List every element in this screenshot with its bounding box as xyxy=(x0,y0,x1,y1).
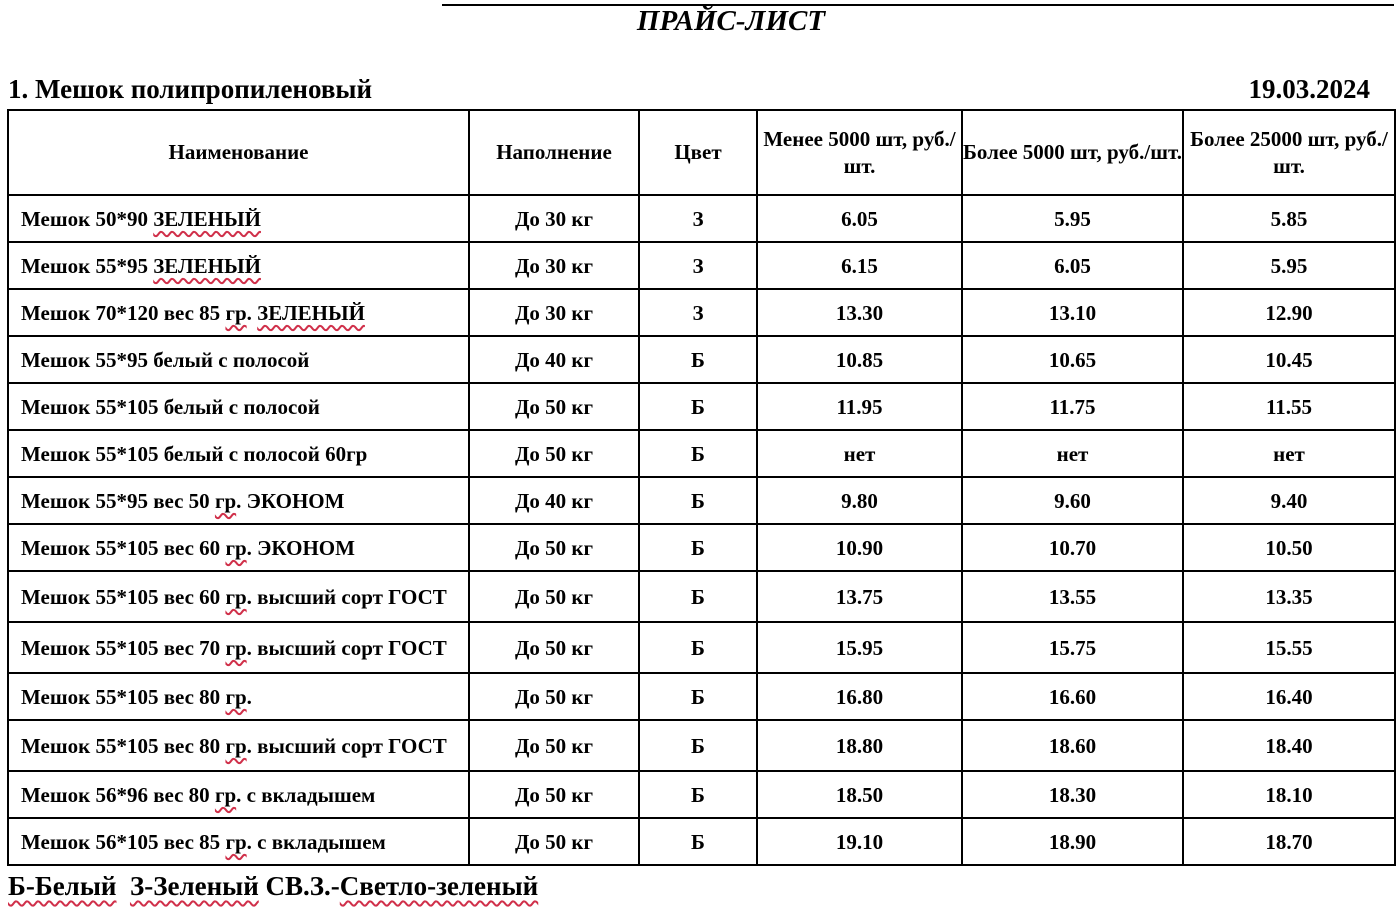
product-name-main: Мешок 56*105 вес 85 xyxy=(21,829,226,854)
product-name xyxy=(8,336,469,383)
price-under-5000: 6.15 xyxy=(757,242,962,289)
header-name: Наименование xyxy=(8,110,469,195)
price-over-5000: 9.60 xyxy=(962,477,1183,524)
product-name xyxy=(8,818,469,865)
fill-capacity: До 50 кг xyxy=(469,622,639,673)
product-name-unit: гр xyxy=(225,535,247,560)
price-over-5000: нет xyxy=(962,430,1183,477)
bag-color: З xyxy=(639,195,757,242)
price-over-25000: 18.40 xyxy=(1183,720,1395,771)
legend-light-green: Светло-зеленый xyxy=(339,871,539,901)
section-heading: 1. Мешок полипропиленовый xyxy=(8,74,373,104)
price-over-5000: 11.75 xyxy=(962,383,1183,430)
header-color: Цвет xyxy=(639,110,757,195)
price-over-25000: нет xyxy=(1183,430,1395,477)
table-row xyxy=(8,242,1395,289)
product-name-main: Мешок 55*105 вес 60 xyxy=(21,535,226,560)
price-over-5000: 18.90 xyxy=(962,818,1183,865)
table-row xyxy=(8,524,1395,571)
product-name xyxy=(8,195,469,242)
product-name-rest: . высший сорт ГОСТ xyxy=(246,635,447,660)
page-title: ПРАЙС-ЛИСТ xyxy=(636,5,826,37)
product-name xyxy=(8,242,469,289)
price-under-5000: 13.30 xyxy=(757,289,962,336)
price-over-5000: 16.60 xyxy=(962,673,1183,720)
product-name-unit: гр xyxy=(225,300,247,325)
product-name-main: Мешок 55*95 вес 50 xyxy=(21,488,215,513)
table-header-row xyxy=(8,110,1395,195)
product-name xyxy=(8,571,469,622)
product-name-rest: . высший сорт ГОСТ xyxy=(246,584,447,609)
price-under-5000: 11.95 xyxy=(757,383,962,430)
product-name xyxy=(8,383,469,430)
product-name xyxy=(8,430,469,477)
product-name-unit: гр xyxy=(225,829,247,854)
bag-color: З xyxy=(639,242,757,289)
product-name-main: Мешок 55*105 вес 80 xyxy=(21,684,226,709)
bag-color: Б xyxy=(639,818,757,865)
price-under-5000: 13.75 xyxy=(757,571,962,622)
product-name-unit: гр xyxy=(225,584,247,609)
price-table xyxy=(7,109,1396,866)
table-row xyxy=(8,195,1395,242)
price-under-5000: 19.10 xyxy=(757,818,962,865)
product-name-color: ЗЕЛЕНЫЙ xyxy=(153,253,261,278)
fill-capacity: До 30 кг xyxy=(469,289,639,336)
bag-color: Б xyxy=(639,477,757,524)
header-price-under-5000: Менее 5000 шт, руб./шт. xyxy=(757,110,962,195)
price-over-5000: 18.30 xyxy=(962,771,1183,818)
fill-capacity: До 50 кг xyxy=(469,524,639,571)
product-name-unit: гр xyxy=(214,488,237,513)
table-row xyxy=(8,289,1395,336)
price-over-25000: 5.85 xyxy=(1183,195,1395,242)
product-name-main: Мешок 55*105 белый с полосой 60гр xyxy=(21,441,368,466)
price-over-5000: 15.75 xyxy=(962,622,1183,673)
price-under-5000: нет xyxy=(757,430,962,477)
product-name-main: Мешок 55*95 xyxy=(21,253,154,278)
product-name xyxy=(8,622,469,673)
table-row xyxy=(8,771,1395,818)
price-under-5000: 10.90 xyxy=(757,524,962,571)
product-name-main: Мешок 55*105 вес 80 xyxy=(21,733,226,758)
price-over-25000: 18.70 xyxy=(1183,818,1395,865)
fill-capacity: До 50 кг xyxy=(469,673,639,720)
price-date: 19.03.2024 xyxy=(1248,74,1370,104)
product-name-color: ЗЕЛЕНЫЙ xyxy=(153,206,261,231)
legend-white: Б-Белый xyxy=(8,871,117,901)
table-row xyxy=(8,571,1395,622)
product-name-color: ЗЕЛЕНЫЙ xyxy=(257,300,365,325)
price-over-5000: 5.95 xyxy=(962,195,1183,242)
product-name-main: Мешок 50*90 xyxy=(21,206,154,231)
product-name-rest: . высший сорт ГОСТ xyxy=(246,733,447,758)
header-fill: Наполнение xyxy=(469,110,639,195)
product-name-unit: гр xyxy=(225,684,247,709)
table-row xyxy=(8,430,1395,477)
legend-light-green-code: СВ.З.- xyxy=(258,871,340,901)
price-under-5000: 15.95 xyxy=(757,622,962,673)
fill-capacity: До 40 кг xyxy=(469,477,639,524)
price-over-5000: 18.60 xyxy=(962,720,1183,771)
price-over-25000: 16.40 xyxy=(1183,673,1395,720)
bag-color: Б xyxy=(639,720,757,771)
price-over-5000: 13.10 xyxy=(962,289,1183,336)
bag-color: З xyxy=(639,289,757,336)
price-under-5000: 16.80 xyxy=(757,673,962,720)
price-under-5000: 9.80 xyxy=(757,477,962,524)
price-over-25000: 9.40 xyxy=(1183,477,1395,524)
product-name-rest: . xyxy=(246,300,258,325)
color-legend xyxy=(8,871,538,902)
fill-capacity: До 50 кг xyxy=(469,818,639,865)
product-name-rest: . с вкладышем xyxy=(236,782,376,807)
table-row xyxy=(8,673,1395,720)
product-name-rest: . с вкладышем xyxy=(246,829,386,854)
product-name xyxy=(8,289,469,336)
fill-capacity: До 30 кг xyxy=(469,195,639,242)
product-name xyxy=(8,477,469,524)
bag-color: Б xyxy=(639,673,757,720)
table-row xyxy=(8,336,1395,383)
price-over-25000: 10.50 xyxy=(1183,524,1395,571)
table-row xyxy=(8,622,1395,673)
product-name-unit: гр xyxy=(214,782,237,807)
header-price-over-5000: Более 5000 шт, руб./шт. xyxy=(962,110,1183,195)
price-over-5000: 6.05 xyxy=(962,242,1183,289)
product-name xyxy=(8,771,469,818)
table-row xyxy=(8,720,1395,771)
price-under-5000: 18.80 xyxy=(757,720,962,771)
price-over-25000: 15.55 xyxy=(1183,622,1395,673)
product-name xyxy=(8,524,469,571)
bag-color: Б xyxy=(639,571,757,622)
price-over-25000: 13.35 xyxy=(1183,571,1395,622)
product-name-rest: . xyxy=(246,684,252,709)
bag-color: Б xyxy=(639,524,757,571)
price-over-25000: 11.55 xyxy=(1183,383,1395,430)
bag-color: Б xyxy=(639,430,757,477)
fill-capacity: До 40 кг xyxy=(469,336,639,383)
product-name-main: Мешок 56*96 вес 80 xyxy=(21,782,215,807)
price-over-5000: 13.55 xyxy=(962,571,1183,622)
fill-capacity: До 50 кг xyxy=(469,771,639,818)
fill-capacity: До 50 кг xyxy=(469,383,639,430)
price-over-25000: 5.95 xyxy=(1183,242,1395,289)
product-name-unit: гр xyxy=(225,635,247,660)
price-over-5000: 10.65 xyxy=(962,336,1183,383)
product-name xyxy=(8,720,469,771)
price-under-5000: 10.85 xyxy=(757,336,962,383)
header-price-over-25000: Более 25000 шт, руб./шт. xyxy=(1183,110,1395,195)
product-name-rest: . ЭКОНОМ xyxy=(236,488,345,513)
bag-color: Б xyxy=(639,622,757,673)
price-over-25000: 12.90 xyxy=(1183,289,1395,336)
legend-green: З-Зеленый xyxy=(129,871,259,901)
product-name-unit: гр xyxy=(225,733,247,758)
bag-color: Б xyxy=(639,336,757,383)
table-row xyxy=(8,818,1395,865)
product-name-rest: . ЭКОНОМ xyxy=(246,535,355,560)
price-under-5000: 6.05 xyxy=(757,195,962,242)
product-name-main: Мешок 55*105 белый с полосой xyxy=(21,394,320,419)
table-row xyxy=(8,383,1395,430)
product-name xyxy=(8,673,469,720)
product-name-main: Мешок 55*105 вес 70 xyxy=(21,635,226,660)
product-name-main: Мешок 70*120 вес 85 xyxy=(21,300,226,325)
product-name-main: Мешок 55*95 белый с полосой xyxy=(21,347,310,372)
fill-capacity: До 50 кг xyxy=(469,571,639,622)
bag-color: Б xyxy=(639,771,757,818)
price-over-25000: 18.10 xyxy=(1183,771,1395,818)
bag-color: Б xyxy=(639,383,757,430)
price-over-5000: 10.70 xyxy=(962,524,1183,571)
fill-capacity: До 50 кг xyxy=(469,430,639,477)
fill-capacity: До 50 кг xyxy=(469,720,639,771)
product-name-main: Мешок 55*105 вес 60 xyxy=(21,584,226,609)
fill-capacity: До 30 кг xyxy=(469,242,639,289)
price-under-5000: 18.50 xyxy=(757,771,962,818)
table-row xyxy=(8,477,1395,524)
price-over-25000: 10.45 xyxy=(1183,336,1395,383)
